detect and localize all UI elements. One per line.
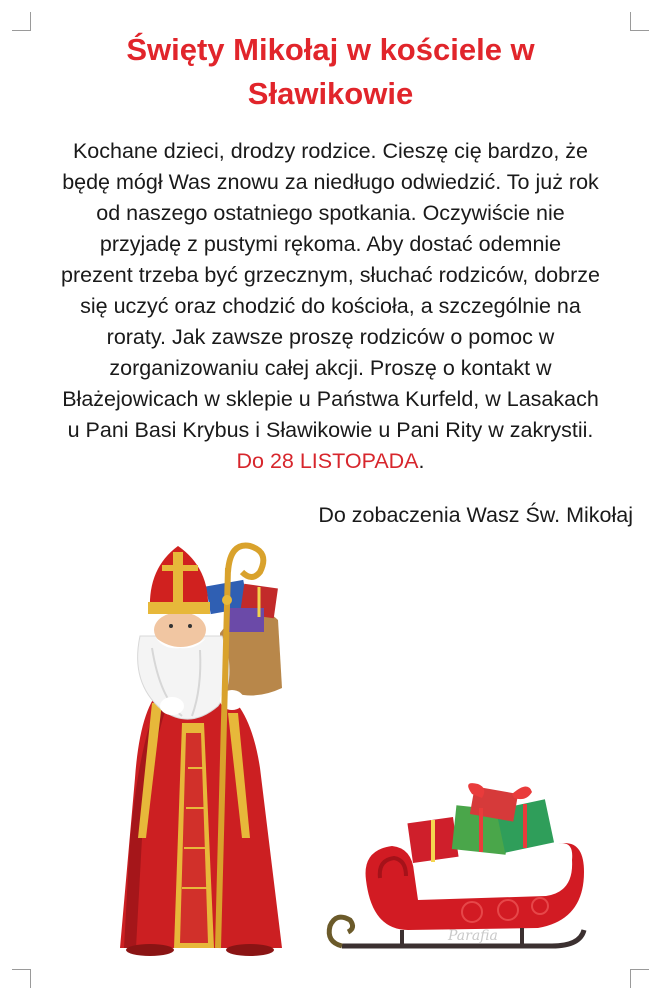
- body-line: się uczyć oraz chodzić do kościoła, a szczególnie na: [80, 294, 581, 318]
- crop-mark-top-left: [12, 12, 31, 31]
- crop-mark-bottom-right: [630, 969, 649, 988]
- body-line: prezent trzeba być grzecznym, słuchać rodziców, dobrze: [61, 263, 600, 287]
- body-line: u Pani Basi Krybus i Sławikowie u Pani Rity w zakrystii.: [67, 418, 594, 442]
- body-line: Błażejowicach w sklepie u Państwa Kurfeld, w Lasakach: [62, 387, 599, 411]
- watermark-text: Parafia: [448, 928, 498, 944]
- deadline-period: .: [418, 449, 425, 473]
- body-line: od naszego ostatniego spotkania. Oczywiście nie: [96, 201, 565, 225]
- page-title: [40, 28, 621, 116]
- title-line: Sławikowie: [247, 76, 414, 111]
- body-line: przyjadę z pustymi rękoma. Aby dostać odemnie: [99, 232, 562, 256]
- crop-mark-bottom-left: [12, 969, 31, 988]
- deadline-line: [28, 446, 633, 477]
- title-line: Święty Mikołaj w kościele w: [126, 32, 535, 67]
- saint-nicholas-illustration: [100, 538, 320, 958]
- body-line: będę mógł Was znowu za niedługo odwiedzić. To już rok: [62, 170, 599, 194]
- crop-mark-top-right: [630, 12, 649, 31]
- body-line: roraty. Jak zawsze proszę rodziców o pomoc w: [106, 325, 555, 349]
- deadline-text: Do 28 LISTOPADA: [236, 449, 419, 473]
- letter-body: [28, 136, 633, 477]
- body-line: zorganizowaniu całej akcji. Proszę o kontakt w: [109, 356, 552, 380]
- body-line: Kochane dzieci, drodzy rodzice. Cieszę cię bardzo, że: [72, 139, 589, 163]
- signature: Do zobaczenia Wasz Św. Mikołaj: [318, 503, 633, 527]
